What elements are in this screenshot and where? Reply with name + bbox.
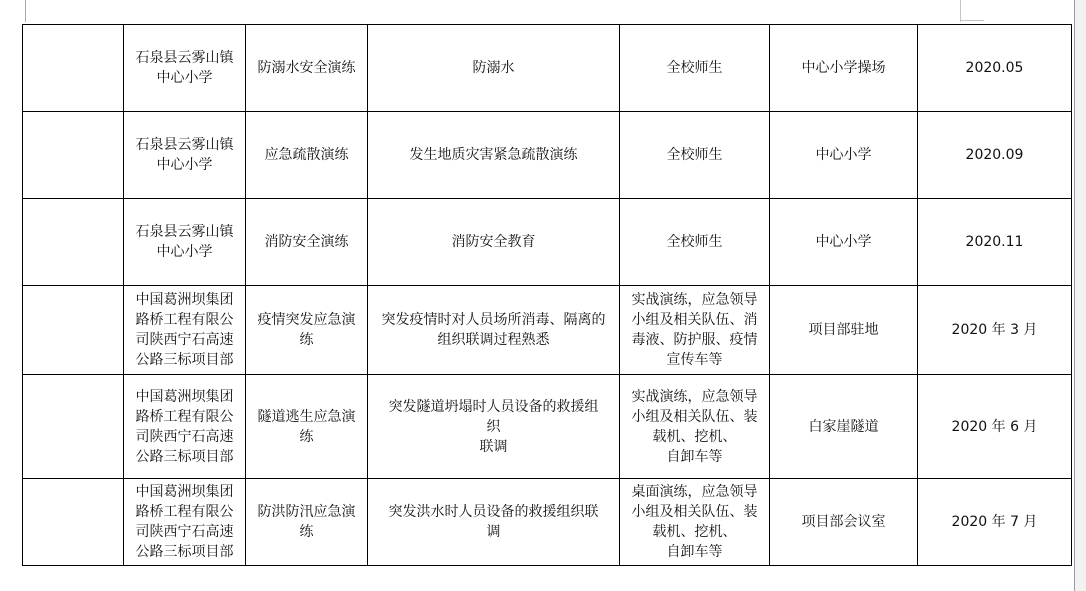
table-row xyxy=(23,479,1072,566)
table-row xyxy=(23,199,1072,286)
table-cell-blank[interactable] xyxy=(23,25,124,112)
cell-date[interactable]: 2020.09 xyxy=(918,112,1072,199)
cell-content[interactable]: 发生地质灾害紧急疏散演练 xyxy=(368,112,620,199)
cell-date[interactable]: 2020.05 xyxy=(918,25,1072,112)
cell-drill-name[interactable]: 疫情突发应急演 练 xyxy=(246,286,368,375)
cell-unit[interactable]: 石泉县云雾山镇 中心小学 xyxy=(124,25,246,112)
cell-drill-name[interactable]: 应急疏散演练 xyxy=(246,112,368,199)
cell-participants[interactable]: 全校师生 xyxy=(620,25,770,112)
cell-drill-name[interactable]: 消防安全演练 xyxy=(246,199,368,286)
cell-unit[interactable]: 中国葛洲坝集团 路桥工程有限公 司陕西宁石高速 公路三标项目部 xyxy=(124,375,246,479)
table-row xyxy=(23,286,1072,375)
cell-location[interactable]: 中心小学 xyxy=(770,112,918,199)
cell-content[interactable]: 防溺水 xyxy=(368,25,620,112)
table-cell-blank[interactable] xyxy=(23,199,124,286)
table-row xyxy=(23,112,1072,199)
cell-date[interactable]: 2020 年 7 月 xyxy=(918,479,1072,566)
cell-location[interactable]: 项目部会议室 xyxy=(770,479,918,566)
cell-location[interactable]: 中心小学操场 xyxy=(770,25,918,112)
cell-content[interactable]: 突发隧道坍塌时人员设备的救援组 织 联调 xyxy=(368,375,620,479)
table-row xyxy=(23,375,1072,479)
table-row xyxy=(23,25,1072,112)
cell-unit[interactable]: 中国葛洲坝集团 路桥工程有限公 司陕西宁石高速 公路三标项目部 xyxy=(124,286,246,375)
cell-drill-name[interactable]: 防洪防汛应急演 练 xyxy=(246,479,368,566)
drill-plan-table xyxy=(22,24,1072,566)
cell-location[interactable]: 项目部驻地 xyxy=(770,286,918,375)
window-scroll-gutter[interactable] xyxy=(1075,0,1086,591)
cell-participants[interactable]: 桌面演练，应急领导 小组及相关队伍、装 载机、挖机、 自卸车等 xyxy=(620,479,770,566)
page-corner-rule xyxy=(960,20,984,21)
cell-unit[interactable]: 石泉县云雾山镇 中心小学 xyxy=(124,199,246,286)
cell-unit[interactable]: 石泉县云雾山镇 中心小学 xyxy=(124,112,246,199)
cell-drill-name[interactable]: 隧道逃生应急演 练 xyxy=(246,375,368,479)
cell-content[interactable]: 突发疫情时对人员场所消毒、隔离的 组织联调过程熟悉 xyxy=(368,286,620,375)
cell-location[interactable]: 中心小学 xyxy=(770,199,918,286)
cell-date[interactable]: 2020 年 6 月 xyxy=(918,375,1072,479)
table-cell-blank[interactable] xyxy=(23,375,124,479)
cell-date[interactable]: 2020 年 3 月 xyxy=(918,286,1072,375)
page-corner-mark-right xyxy=(960,0,961,22)
cell-participants[interactable]: 实战演练，应急领导 小组及相关队伍、消 毒液、防护服、疫情 宣传车等 xyxy=(620,286,770,375)
cell-location[interactable]: 白家崖隧道 xyxy=(770,375,918,479)
cell-unit[interactable]: 中国葛洲坝集团 路桥工程有限公 司陕西宁石高速 公路三标项目部 xyxy=(124,479,246,566)
cell-participants[interactable]: 全校师生 xyxy=(620,112,770,199)
cell-content[interactable]: 消防安全教育 xyxy=(368,199,620,286)
table-cell-blank[interactable] xyxy=(23,112,124,199)
table-cell-blank[interactable] xyxy=(23,479,124,566)
cell-drill-name[interactable]: 防溺水安全演练 xyxy=(246,25,368,112)
table-cell-blank[interactable] xyxy=(23,286,124,375)
cell-participants[interactable]: 全校师生 xyxy=(620,199,770,286)
cell-participants[interactable]: 实战演练，应急领导 小组及相关队伍、装 载机、挖机、 自卸车等 xyxy=(620,375,770,479)
page-corner-mark-left xyxy=(25,0,26,22)
cell-content[interactable]: 突发洪水时人员设备的救援组织联 调 xyxy=(368,479,620,566)
cell-date[interactable]: 2020.11 xyxy=(918,199,1072,286)
